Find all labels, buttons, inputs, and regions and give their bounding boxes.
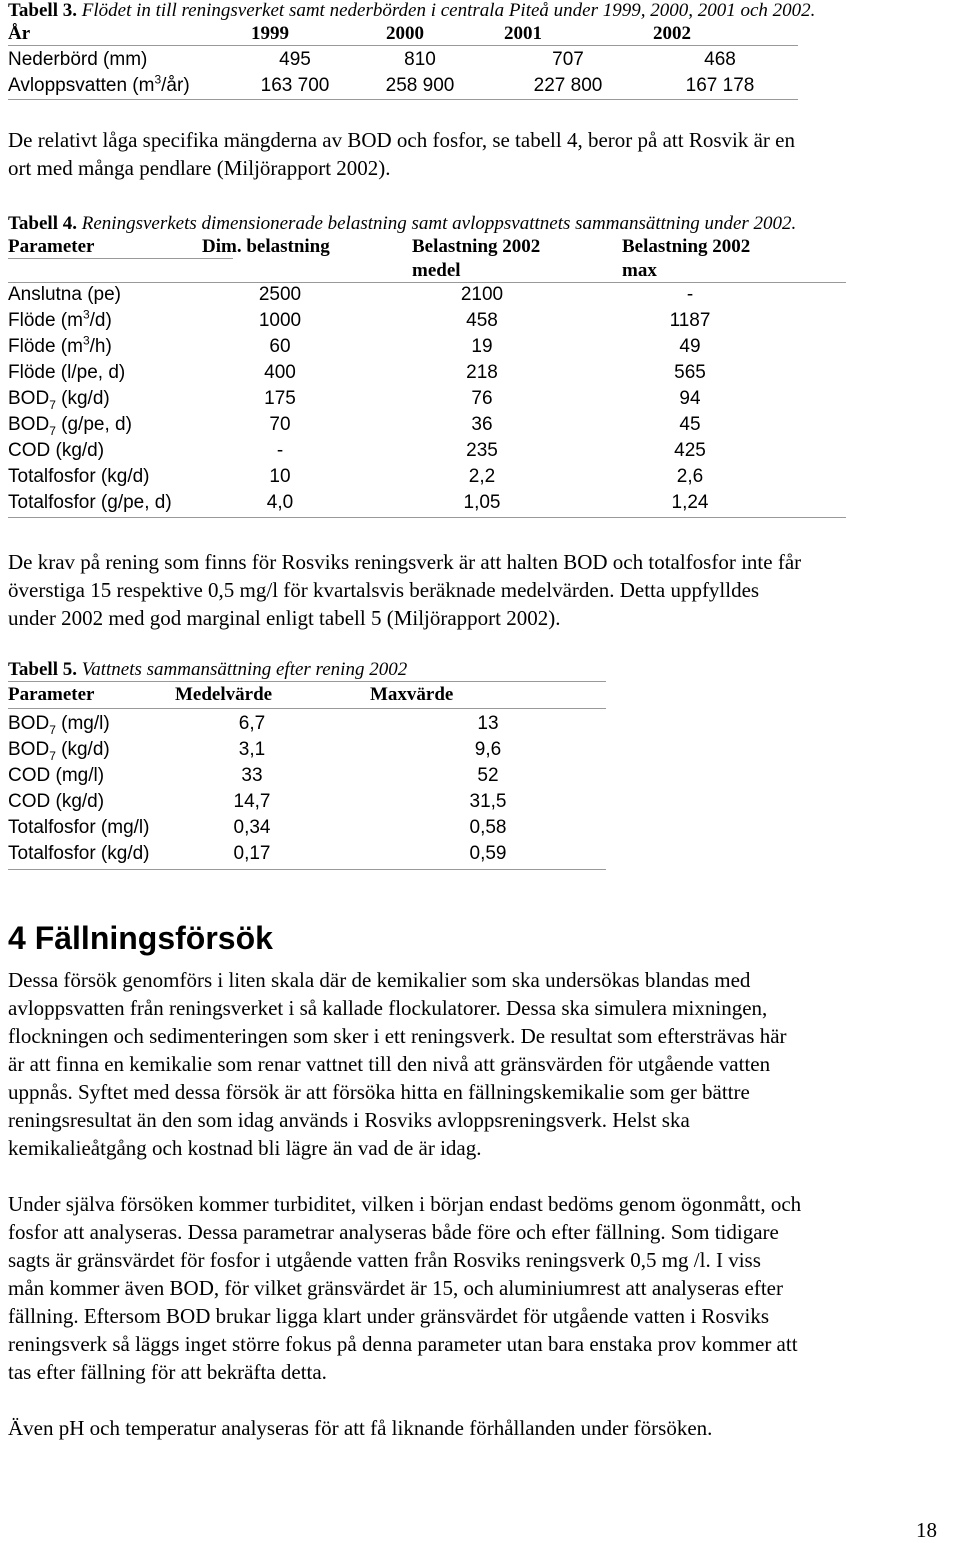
paragraph-specific-loads: De relativt låga specifika mängderna av BOD och fosfor, se tabell 4, beror på att Rosvik är en ort med många pendlare (Miljörapport 2002). [8,128,795,180]
table4-caption: Tabell 4. Reningsverkets dimensionerade belastning samt avloppsvattnets sammansättning under 2002. [8,213,797,234]
table5-header-parameter: Parameter [8,684,95,705]
table4-cell: - [686,284,694,305]
paragraph-requirements: De krav på rening som finns för Rosviks reningsverk är att halten BOD och totalfosfor inte får överstiga 15 respektive 0,5 mg/l för kvartalsvis beräknade medelvärden. Detta uppfylldes under 2002 med god marginal enligt tabell 5 (Miljörapport 2002). [8,550,802,630]
table4-cell: 218 [466,362,498,383]
table5-row-label: Totalfosfor (mg/l) [8,817,150,838]
table4-row-label: COD (kg/d) [8,440,105,461]
table4-row-label: $BOD_7$ (g/pe, d) [8,414,132,438]
table5-row-label: $BOD_7$ (kg/d) [8,739,110,763]
table4-cell: 60 [269,336,291,357]
paragraph-ph-temperature: Även pH och temperatur analyseras för att få liknande förhållanden under försöken. [8,1416,713,1440]
table4-cell: 94 [679,388,701,409]
table4-row-label: Anslutna (pe) [8,284,122,305]
table5-cell: 33 [241,765,263,786]
table3-row-label: Nederbörd (mm) [8,49,148,70]
table5-cell: 0,58 [469,817,507,838]
table3-header-1999: 1999 [251,23,289,44]
table4-header-rule-left [8,258,233,259]
table4-row-label: Totalfosfor (g/pe, d) [8,492,172,513]
table5-row-label: Totalfosfor (kg/d) [8,843,150,864]
table4-cell: 19 [471,336,493,357]
table4-cell: 2500 [258,284,302,305]
table4-cell: 2,2 [468,466,496,487]
table5-cell: 9,6 [474,739,502,760]
table5-caption: Tabell 5. Vattnets sammansättning efter rening 2002 [8,659,408,680]
table3-header-rule [8,45,798,46]
table5-top-rule [8,681,606,682]
table5-bottom-rule [8,869,606,870]
table4-cell: 400 [264,362,296,383]
table5-row-label: COD (kg/d) [8,791,105,812]
table5-cell: 0,59 [469,843,507,864]
table4-header-medel: Belastning 2002 [412,236,541,257]
table5-row-label: COD (mg/l) [8,765,105,786]
table3-caption: Tabell 3. Flödet in till reningsverket samt nederbörden i centrala Piteå under 1999, 2000, 2001 och 2002. [8,0,816,21]
table3-bottom-rule [8,99,798,100]
table4-cell: 1,05 [463,492,501,513]
table3-header-2002: 2002 [653,23,691,44]
table4-cell: 2100 [460,284,504,305]
table4-header-max: Belastning 2002 [622,236,751,257]
table3-cell: 227 800 [533,75,603,96]
table4-row-label: Flöde (l/pe, d) [8,362,126,383]
page-number: 18 [916,1518,937,1542]
table5-cell: 0,34 [233,817,271,838]
table3-cell: 468 [704,49,736,70]
table3-header-parameter: År [8,23,31,44]
table3-cell: 707 [552,49,584,70]
table4-cell: 1,24 [671,492,709,513]
paragraph-analysis: Under själva försöken kommer turbiditet, vilken i början endast bedöms genom ögonmått, och fosfor att analyseras. Dessa parametrar analyseras både före och efter fällning. Som tidigare sagts är gränsvärdet för fosfor i utgående vatten från Rosviks reningsverk 0,5 mg /l. I viss mån kommer även BOD, för vilket gränsvärdet är 15, och aluminiumrest att analyseras efter fällning. Eftersom BOD brukar ligga klart under gränsvärdet för utgående vatten i Rosviks reningsverk så läggs inget större fokus på denna parameter utan bara enstaka prov kommer att tas efter fällning för att bekräfta detta. [8,1192,802,1384]
paragraph-method: Dessa försök genomförs i liten skala där de kemikalier som ska undersökas blandas med avloppsvatten från reningsverket i så kallade flockulatorer. Dessa ska simulera mixningen, flockningen och sedimenteringen som sker i ett reningsverk. De resultat som eftersträvas här är att finna en kemikalie som renar vattnet till den nivå att gränsvärden för utgående vatten uppnås. Syftet med dessa försök är att försöka hitta en fällningskemikalie som ger bättre reningsresultat än den som idag används i Rosviks avloppsreningsverk. Helst ska kemikalieåtgång och kostnad bli lägre än vad de är idag. [8,968,787,1160]
table4-header-rule [8,282,846,283]
table3-header-2001: 2001 [504,23,542,44]
table3-cell: 163 700 [260,75,330,96]
table4-cell: 1000 [258,310,302,331]
table4-cell: 4,0 [266,492,294,513]
table4-bottom-rule [8,517,846,518]
table4-header-parameter: Parameter [8,236,95,257]
table5-cell: 3,1 [238,739,266,760]
table3-cell: 495 [279,49,311,70]
table4-row-label: Totalfosfor (kg/d) [8,466,150,487]
table4-cell: 565 [674,362,706,383]
table4-subheader-max: max [622,260,657,281]
table5-cell: 0,17 [233,843,271,864]
table4-cell: 425 [674,440,706,461]
table4-cell: 76 [471,388,493,409]
table5-header-max: Maxvärde [370,684,454,705]
table4-cell: 458 [466,310,498,331]
table4-cell: 2,6 [676,466,704,487]
section-heading: 4 Fällningsförsök [8,920,273,956]
table5-cell: 14,7 [233,791,271,812]
table4-row-label: Flöde $(m^3/h)$ [8,333,112,357]
table4-row-label: $BOD_7$ (kg/d) [8,388,110,412]
table4-cell: 1187 [669,310,711,331]
table4-cell: 10 [269,466,291,487]
table3-cell: 167 178 [685,75,755,96]
table5-header-medel: Medelvärde [175,684,273,705]
table5-cell: 13 [477,713,499,734]
table3-header-2000: 2000 [386,23,424,44]
table4-header-dim: Dim. belastning [202,236,330,257]
table4-cell: 36 [471,414,493,435]
table4-subheader-medel: medel [412,260,461,281]
table4-cell: 45 [679,414,701,435]
table5-header-rule [8,708,606,709]
table4-row-label: Flöde $(m^3/d)$ [8,307,112,331]
table3-row-label: Avloppsvatten $(m^3/år)$ [8,72,190,96]
table4-cell: 70 [269,414,291,435]
table5-cell: 52 [477,765,499,786]
table4-cell: 49 [679,336,701,357]
table5-cell: 6,7 [238,713,266,734]
table3-cell: 258 900 [385,75,455,96]
table5-cell: 31,5 [469,791,507,812]
table5-row-label: $BOD_7$ (mg/l) [8,713,110,737]
table4-cell: 175 [264,388,296,409]
table3-cell: 810 [404,49,436,70]
table4-cell: 235 [466,440,498,461]
table4-cell: - [276,440,284,461]
